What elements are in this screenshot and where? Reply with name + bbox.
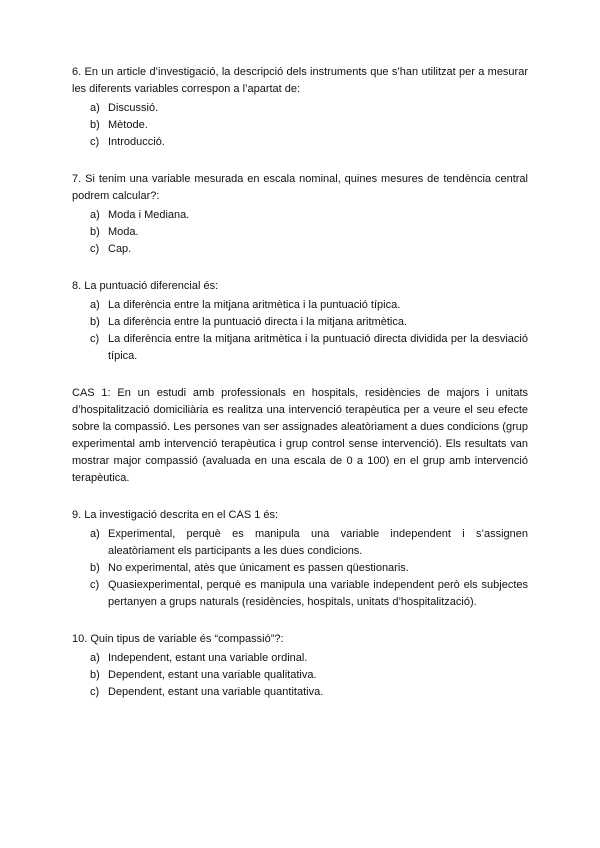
option-text: No experimental, atès que únicament es passen qüestionaris. xyxy=(108,562,409,574)
option-text: Experimental, perquè es manipula una variable independent i s’assignen aleatòriament els participants a les dues condicions. xyxy=(108,528,528,557)
option-a xyxy=(72,650,528,667)
document-page xyxy=(72,64,528,721)
question-10 xyxy=(72,631,528,701)
option-text: Quasiexperimental, perquè es manipula una variable independent però els subjectes pertanyen a grups naturals (residències, hospitals, unitats d’hospitalització). xyxy=(108,579,528,608)
question-7 xyxy=(72,171,528,258)
option-c xyxy=(72,134,528,151)
option-c xyxy=(72,577,528,611)
option-b xyxy=(72,117,528,134)
option-letter: b) xyxy=(90,562,100,574)
question-text: 7. Si tenim una variable mesurada en escala nominal, quines mesures de tendència central podrem calcular?: xyxy=(72,173,528,202)
option-letter: a) xyxy=(90,652,100,664)
option-letter: b) xyxy=(90,316,100,328)
option-letter: b) xyxy=(90,119,100,131)
option-text: Mètode. xyxy=(108,119,148,131)
option-letter: a) xyxy=(90,102,100,114)
question-6 xyxy=(72,64,528,151)
option-c xyxy=(72,684,528,701)
option-b xyxy=(72,667,528,684)
option-text: La diferència entre la mitjana aritmètica i la puntuació directa dividida per la desviació típica. xyxy=(108,333,528,362)
option-c xyxy=(72,241,528,258)
option-letter: a) xyxy=(90,528,100,540)
option-a xyxy=(72,207,528,224)
option-letter: c) xyxy=(90,136,100,148)
option-letter: b) xyxy=(90,226,100,238)
option-b xyxy=(72,224,528,241)
option-text: Dependent, estant una variable quantitativa. xyxy=(108,686,324,698)
option-letter: b) xyxy=(90,669,100,681)
option-text: La diferència entre la mitjana aritmètica i la puntuació típica. xyxy=(108,299,401,311)
option-letter: c) xyxy=(90,333,100,345)
option-text: Independent, estant una variable ordinal. xyxy=(108,652,308,664)
option-letter: c) xyxy=(90,686,100,698)
options-list xyxy=(72,297,528,365)
option-a xyxy=(72,297,528,314)
option-text: Moda i Mediana. xyxy=(108,209,190,221)
options-list xyxy=(72,526,528,611)
options-list xyxy=(72,100,528,151)
question-8 xyxy=(72,278,528,365)
option-c xyxy=(72,331,528,365)
option-letter: c) xyxy=(90,579,100,591)
option-letter: c) xyxy=(90,243,100,255)
option-text: La diferència entre la puntuació directa i la mitjana aritmètica. xyxy=(108,316,407,328)
option-a xyxy=(72,100,528,117)
option-text: Discussió. xyxy=(108,102,159,114)
options-list xyxy=(72,650,528,701)
option-text: Cap. xyxy=(108,243,132,255)
question-text: 6. En un article d’investigació, la descripció dels instruments que s’han utilitzat per a mesurar les diferents variables correspon a l’apartat de: xyxy=(72,66,528,95)
option-a xyxy=(72,526,528,560)
question-text: 9. La investigació descrita en el CAS 1 és: xyxy=(72,509,279,521)
question-text: 10. Quin tipus de variable és “compassió”?: xyxy=(72,633,284,645)
option-b xyxy=(72,560,528,577)
option-letter: a) xyxy=(90,299,100,311)
question-9 xyxy=(72,507,528,611)
option-b xyxy=(72,314,528,331)
option-text: Dependent, estant una variable qualitativa. xyxy=(108,669,317,681)
question-text: 8. La puntuació diferencial és: xyxy=(72,280,219,292)
option-text: Introducció. xyxy=(108,136,165,148)
option-text: Moda. xyxy=(108,226,139,238)
option-letter: a) xyxy=(90,209,100,221)
case-1-paragraph: CAS 1: En un estudi amb professionals en hospitals, residències de majors i unitats d’hospitalització domiciliària es realitza una intervenció terapèutica per a veure el seu efecte sobre la compassió. Les persones van ser assignades aleatòriament a dues condicions (grup experimental amb intervenció terapèutica i grup control sense intervenció). Els resultats van mostrar major compassió (avaluada en una escala de 0 a 100) en el grup amb intervenció terapèutica. xyxy=(72,387,528,484)
options-list xyxy=(72,207,528,258)
